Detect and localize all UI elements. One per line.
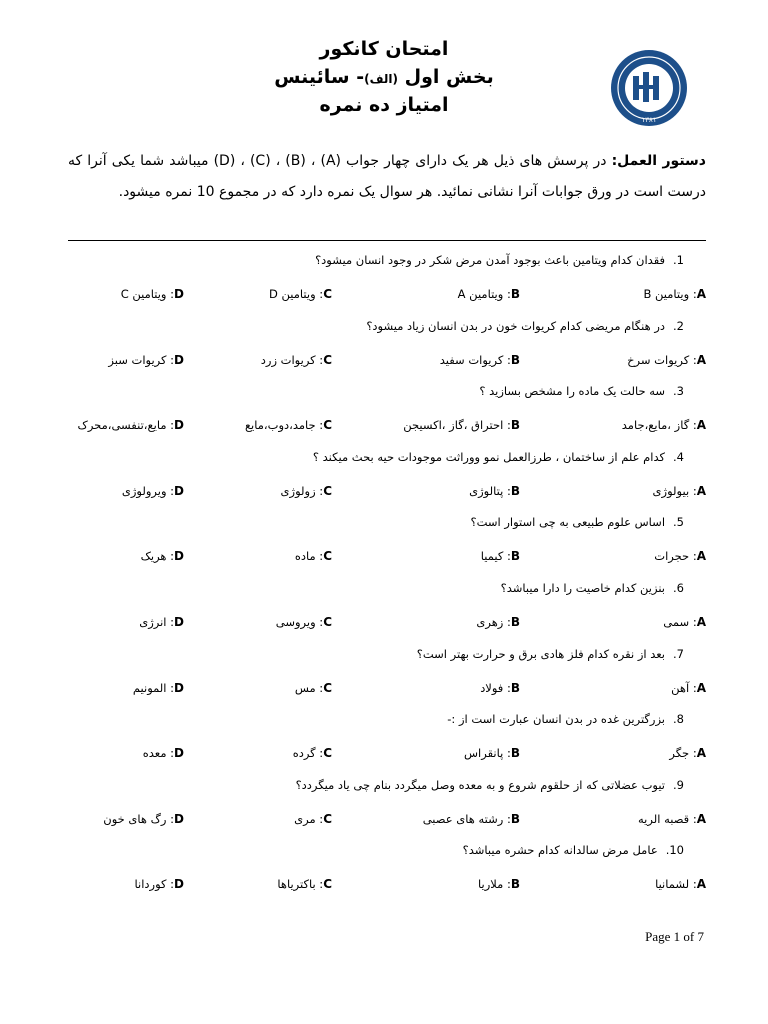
option-text: : پانقراس: [464, 746, 511, 761]
option-text: : ویتامین D: [269, 287, 324, 301]
question-number: 1.: [673, 253, 684, 267]
option-letter: A: [696, 549, 706, 564]
question-text: [463, 843, 684, 857]
option-letter: A: [696, 352, 706, 367]
option-letter: D: [174, 680, 184, 695]
option-text: : کیمیا: [480, 549, 511, 564]
question-body: فقدان کدام ویتامین باعث بوجود آمدن مرض شکر در وجود انسان میشود؟: [315, 253, 666, 267]
option-letter: A: [696, 680, 706, 695]
option-letter: A: [696, 615, 706, 629]
option-text: : هریک: [140, 549, 175, 564]
option-letter: B: [510, 483, 520, 498]
option-text: : احتراق ،گاز ،اکسیجن: [403, 418, 511, 433]
instructions-label: دستور العمل:: [611, 153, 706, 169]
option-letter: A: [696, 811, 706, 826]
option-letter: D: [174, 615, 184, 629]
option-a[interactable]: [644, 287, 707, 301]
option-letter: B: [510, 549, 520, 564]
question-body: سه حالت یک ماده را مشخص بسازید ؟: [479, 384, 666, 399]
option-letter: D: [174, 877, 184, 892]
option-text: : جامد،دوب،مایع: [244, 418, 324, 433]
option-text: : بیولوژی: [652, 483, 697, 498]
option-c[interactable]: [294, 812, 332, 826]
option-text: : قصبه الریه: [638, 811, 697, 826]
option-letter: A: [696, 418, 706, 433]
option-letter: B: [510, 352, 520, 367]
question-number: 4.: [673, 449, 684, 464]
option-letter: A: [696, 287, 706, 301]
option-d[interactable]: [78, 418, 184, 432]
option-letter: C: [323, 352, 332, 367]
option-letter: A: [696, 483, 706, 498]
option-letter: D: [174, 352, 184, 367]
option-a[interactable]: [622, 418, 706, 432]
option-letter: A: [696, 746, 706, 761]
seal-year: ۱۳۸۱: [641, 116, 657, 124]
question-body: بزرگترین غده در بدن انسان عبارت است از :-: [447, 712, 666, 727]
option-letter: D: [174, 811, 184, 826]
option-text: : آهن: [671, 680, 697, 695]
option-c[interactable]: [276, 615, 332, 629]
option-text: : کریوات زرد: [260, 352, 324, 367]
option-c[interactable]: [281, 484, 332, 498]
option-d[interactable]: [139, 615, 184, 629]
option-text: : باکتریاها: [277, 877, 324, 892]
option-c[interactable]: [293, 746, 332, 760]
option-text: : ویتامین B: [643, 287, 697, 301]
option-c[interactable]: [277, 877, 332, 891]
option-d[interactable]: [135, 877, 185, 891]
question-text: [501, 581, 684, 595]
section-small: (الف): [364, 72, 398, 86]
question-number: 5.: [673, 515, 684, 530]
option-b[interactable]: [478, 877, 520, 891]
question-text: [479, 384, 684, 398]
option-text: : رگ های خون: [103, 811, 175, 826]
option-c[interactable]: [269, 287, 332, 301]
option-c[interactable]: [261, 353, 332, 367]
option-text: : ویروسی: [275, 615, 324, 629]
question-body: بعد از نقره کدام فلز هادی برق و حرارت بهتر است؟: [416, 646, 666, 661]
option-a[interactable]: [627, 353, 706, 367]
question-text: [417, 647, 684, 661]
option-text: : پتالوژی: [469, 483, 511, 498]
question-body: اساس علوم طبیعی به چی استوار است؟: [470, 515, 666, 530]
question-body: عامل مرض سالدانه کدام حشره میباشد؟: [462, 843, 658, 858]
option-text: : مایع،تنفسی،محرک: [77, 418, 175, 433]
option-b[interactable]: [423, 812, 520, 826]
option-letter: B: [510, 615, 520, 629]
option-text: : کریوات سرخ: [627, 352, 697, 367]
option-letter: B: [510, 418, 520, 433]
option-b[interactable]: [440, 353, 520, 367]
question-number: 9.: [673, 777, 684, 792]
option-b[interactable]: [458, 287, 520, 301]
option-d[interactable]: [133, 681, 184, 695]
option-letter: B: [510, 680, 520, 695]
option-d[interactable]: [108, 353, 184, 367]
option-letter: B: [510, 877, 520, 892]
option-b[interactable]: [476, 615, 520, 629]
option-text: : المونیم: [132, 680, 175, 695]
option-text: : سمی: [663, 615, 697, 629]
question-number: 10.: [665, 843, 684, 858]
question-body: کدام علم از ساختمان ، طرزالعمل نمو ووراثت موجودات حیه بحث میکند ؟: [312, 449, 666, 464]
option-letter: B: [510, 811, 520, 826]
question-number: 6.: [673, 581, 684, 595]
option-a[interactable]: [671, 681, 706, 695]
question-text: [296, 778, 684, 792]
option-letter: D: [174, 549, 184, 564]
option-text: : کریوات سبز: [108, 352, 175, 367]
option-text: : کوردانا: [134, 877, 175, 892]
instructions: [68, 146, 706, 208]
option-a[interactable]: [638, 812, 706, 826]
option-letter: C: [323, 746, 332, 761]
question-text: [470, 515, 684, 529]
option-b[interactable]: [481, 549, 520, 563]
option-letter: D: [174, 287, 184, 301]
option-a[interactable]: [663, 615, 706, 629]
question-text: [447, 712, 684, 726]
option-text: : فولاد: [480, 680, 511, 695]
option-letter: B: [510, 287, 520, 301]
option-text: : انرژی: [139, 615, 175, 629]
option-letter: D: [174, 746, 184, 761]
option-b[interactable]: [469, 484, 520, 498]
option-c[interactable]: [295, 681, 332, 695]
option-d[interactable]: [122, 484, 184, 498]
option-letter: B: [510, 746, 520, 761]
option-text: : ویتامین C: [120, 287, 175, 301]
university-seal-icon: [602, 48, 700, 128]
option-text: : زهری: [476, 615, 511, 629]
option-text: : گرده: [292, 746, 324, 761]
option-text: : مری: [294, 811, 324, 826]
question-number: 3.: [673, 384, 684, 399]
option-d[interactable]: [141, 549, 184, 563]
option-text: : حجرات: [654, 549, 697, 564]
option-text: : ملاریا: [478, 877, 511, 892]
question-text: [313, 450, 684, 464]
option-text: : رشته های عصبی: [422, 811, 511, 826]
option-letter: C: [323, 811, 332, 826]
question-number: 7.: [673, 646, 684, 661]
option-a[interactable]: [655, 877, 706, 891]
option-text: : زولوژی: [280, 483, 324, 498]
option-c[interactable]: [295, 549, 332, 563]
option-letter: C: [323, 287, 332, 301]
option-b[interactable]: [480, 681, 520, 695]
option-letter: C: [323, 418, 332, 433]
option-a[interactable]: [669, 746, 706, 760]
option-letter: C: [323, 615, 332, 629]
option-c[interactable]: [245, 418, 332, 432]
option-letter: D: [174, 483, 184, 498]
option-letter: C: [323, 549, 332, 564]
instructions-text: در پرسش های ذیل هر یک دارای چهار جواب (A) ، (B) ، (C) ، (D) میباشد شما یکی آنرا که درست است در ورق جوابات آنرا نشانی نمائید. هر سوال یک نمره دارد که در مجموع 10 نمره میشود.: [68, 153, 706, 200]
score-title: امتیاز ده نمره: [319, 94, 449, 116]
option-text: : ویتامین A: [457, 287, 511, 301]
question-text: [315, 253, 684, 267]
option-b[interactable]: [403, 418, 520, 432]
option-b[interactable]: [464, 746, 520, 760]
page-number: Page 1 of 7: [645, 929, 704, 944]
question-body: در هنگام مریضی کدام کریوات خون در بدن انسان زیاد میشود؟: [366, 318, 666, 333]
option-text: : ماده: [294, 549, 324, 564]
option-text: : گاز ،مایع،جامد: [621, 418, 697, 433]
question-text: [366, 319, 684, 333]
option-text: : لشمانیا: [655, 877, 697, 892]
option-d[interactable]: [121, 287, 184, 301]
question-body: بنزین کدام خاصیت را دارا میباشد؟: [500, 581, 666, 595]
divider: [68, 240, 706, 241]
option-a[interactable]: [654, 549, 706, 563]
exam-title: امتحان کانکور: [319, 38, 449, 60]
option-letter: C: [323, 877, 332, 892]
option-letter: C: [323, 680, 332, 695]
option-letter: C: [323, 483, 332, 498]
section-rest: - سائینس: [274, 66, 365, 88]
option-text: : ویرولوژی: [121, 483, 175, 498]
option-letter: D: [174, 418, 184, 433]
section-main: بخش اول: [404, 66, 494, 88]
option-a[interactable]: [653, 484, 706, 498]
question-body: تیوب عضلاتی که از حلقوم شروع و به معده وصل میگردد بنام چی یاد میگردد؟: [295, 777, 666, 792]
question-number: 2.: [673, 318, 684, 333]
option-d[interactable]: [143, 746, 184, 760]
option-text: : مس: [294, 680, 324, 695]
question-number: 8.: [673, 712, 684, 727]
option-text: : معده: [142, 746, 175, 761]
option-d[interactable]: [103, 812, 184, 826]
option-letter: A: [696, 877, 706, 892]
option-text: : جگر: [669, 746, 697, 761]
option-text: : کریوات سفید: [439, 352, 511, 367]
